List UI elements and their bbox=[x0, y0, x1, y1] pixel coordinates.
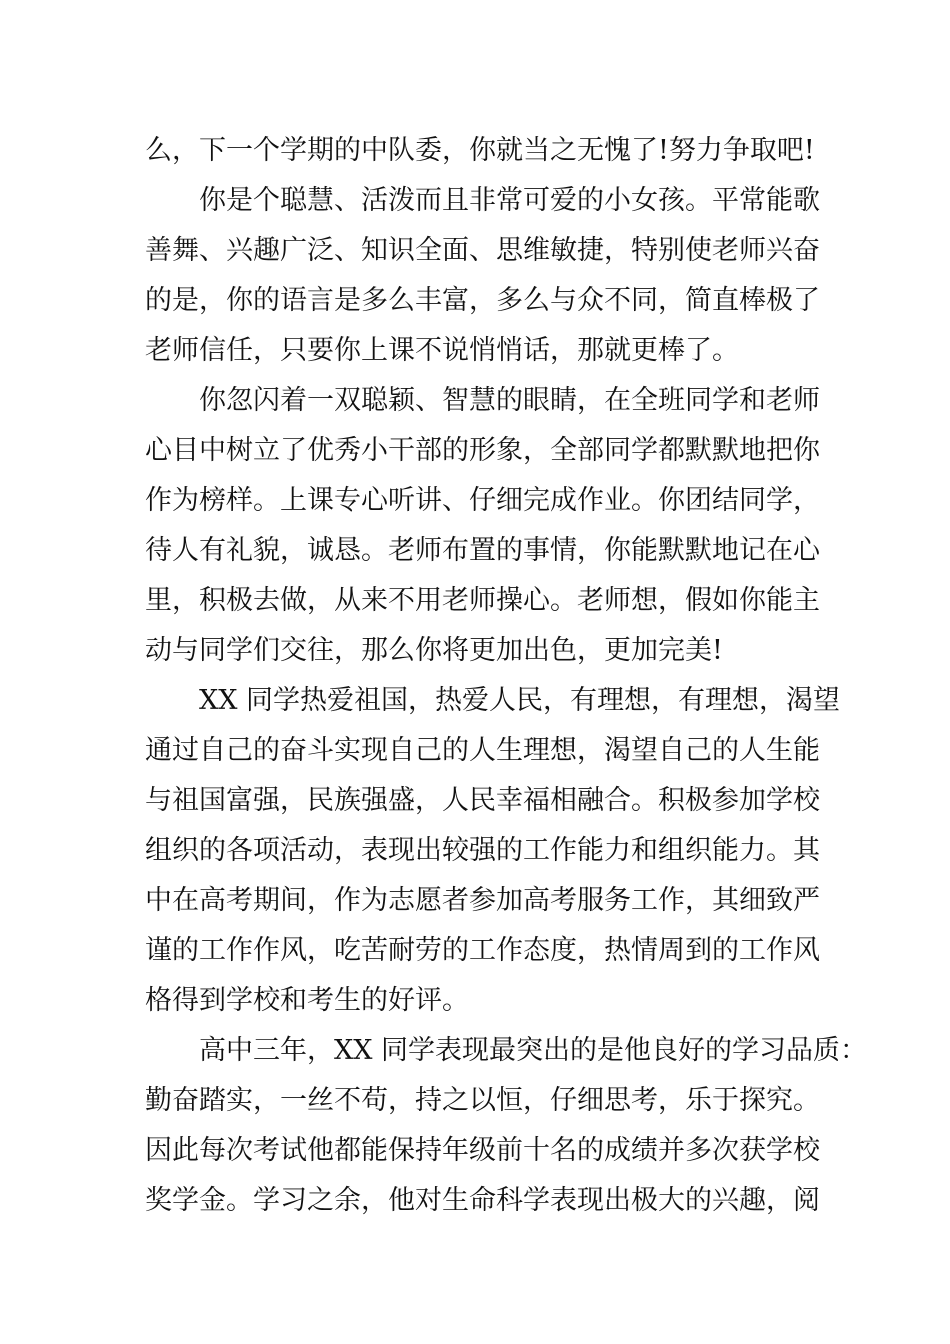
text-line: 作为榜样。上课专心听讲、仔细完成作业。你团结同学， bbox=[145, 485, 820, 516]
text-line: 通过自己的奋斗实现自己的人生理想，渴望自己的人生能 bbox=[145, 735, 820, 766]
text-line: 与祖国富强，民族强盛，人民幸福相融合。积极参加学校 bbox=[145, 785, 820, 816]
text-line: 高中三年，XX 同学表现最突出的是他良好的学习品质： bbox=[199, 1035, 868, 1066]
text-line: 待人有礼貌，诚恳。老师布置的事情，你能默默地记在心 bbox=[145, 535, 820, 566]
text-line: 组织的各项活动，表现出较强的工作能力和组织能力。其 bbox=[145, 835, 820, 866]
text-line: 里，积极去做，从来不用老师操心。老师想，假如你能主 bbox=[145, 585, 820, 616]
text-line: 么，下一个学期的中队委，你就当之无愧了!努力争取吧! bbox=[145, 135, 815, 166]
text-line: 老师信任，只要你上课不说悄悄话，那就更棒了。 bbox=[145, 335, 739, 366]
text-line: 谨的工作作风，吃苦耐劳的工作态度，热情周到的工作风 bbox=[145, 935, 820, 966]
text-line: 你忽闪着一双聪颖、智慧的眼睛，在全班同学和老师 bbox=[199, 385, 820, 416]
text-line: 勤奋踏实，一丝不苟，持之以恒，仔细思考，乐于探究。 bbox=[145, 1085, 820, 1116]
text-line: 奖学金。学习之余，他对生命科学表现出极大的兴趣，阅 bbox=[145, 1185, 820, 1216]
text-line: 你是个聪慧、活泼而且非常可爱的小女孩。平常能歌 bbox=[199, 185, 820, 216]
text-line: XX 同学热爱祖国，热爱人民，有理想，有理想，渴望 bbox=[199, 685, 841, 716]
text-line: 中在高考期间，作为志愿者参加高考服务工作，其细致严 bbox=[145, 885, 820, 916]
text-line: 格得到学校和考生的好评。 bbox=[145, 985, 469, 1016]
document-body bbox=[145, 126, 868, 1226]
text-line: 的是，你的语言是多么丰富，多么与众不同，简直棒极了 bbox=[145, 285, 820, 316]
text-line: 心目中树立了优秀小干部的形象，全部同学都默默地把你 bbox=[145, 435, 820, 466]
text-line: 因此每次考试他都能保持年级前十名的成绩并多次获学校 bbox=[145, 1135, 820, 1166]
text-line: 善舞、兴趣广泛、知识全面、思维敏捷，特别使老师兴奋 bbox=[145, 235, 820, 266]
text-line: 动与同学们交往，那么你将更加出色，更加完美! bbox=[145, 635, 723, 666]
